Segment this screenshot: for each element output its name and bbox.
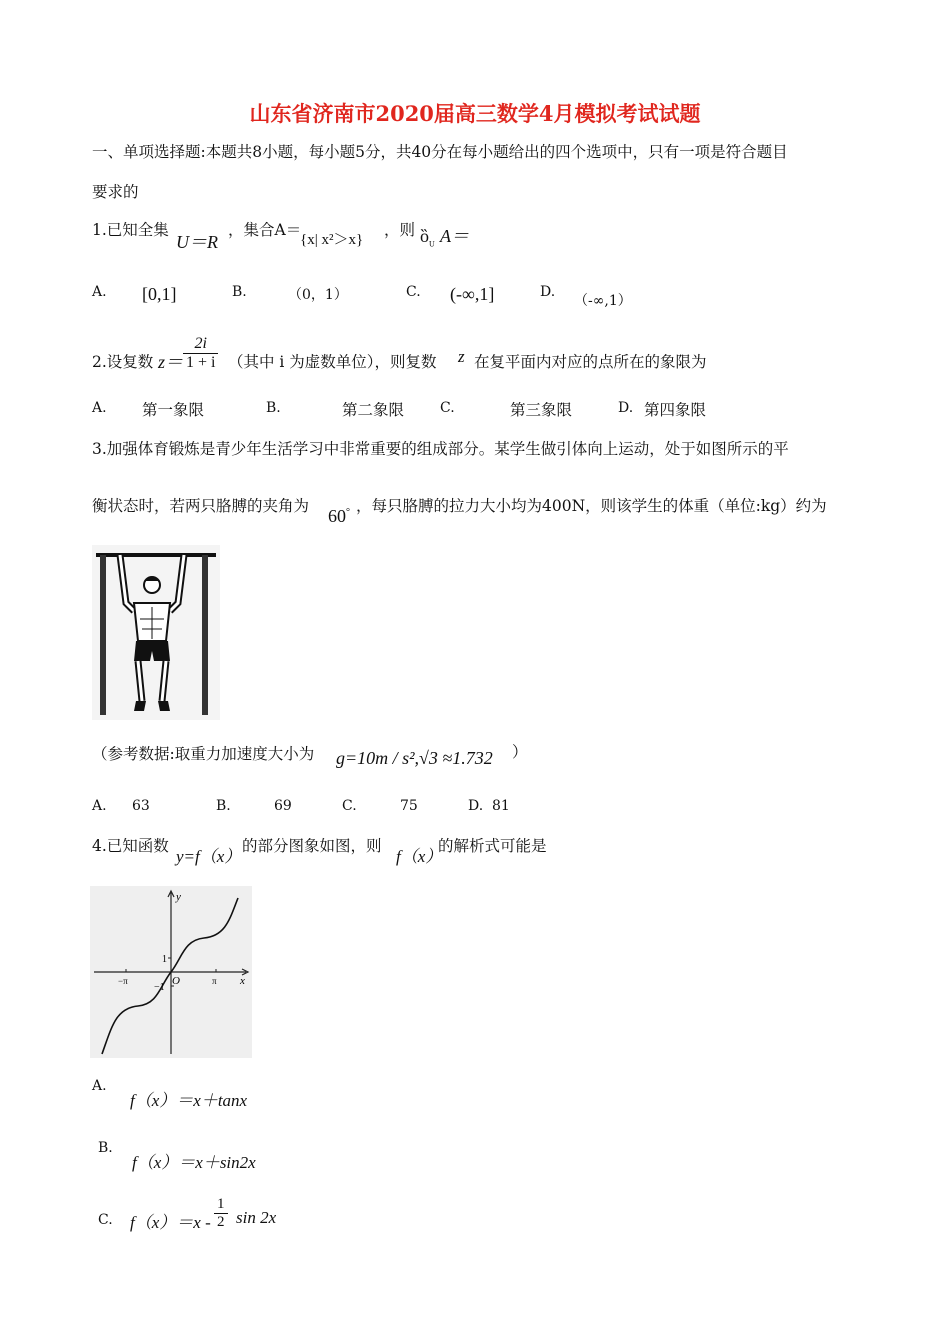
q3-option-b: 69	[274, 798, 292, 814]
graph-neg-one-label: −1	[154, 982, 165, 993]
q2-option-b-label: B.	[266, 400, 281, 416]
function-graph	[90, 886, 252, 1058]
q2-z2: z	[458, 347, 465, 366]
q4-option-b-label: B.	[98, 1140, 113, 1156]
q1-option-d-label: D.	[540, 284, 556, 300]
q1-prefix: 1.已知全集	[92, 221, 169, 239]
q2-option-c: 第三象限	[510, 401, 573, 419]
q4-func: y=f（x）	[176, 847, 242, 866]
q1-complement-symbol: $ȍ_U$	[420, 226, 435, 249]
q2-option-a-label: A.	[92, 400, 107, 416]
q2-suffix: （其中 i 为虚数单位），则复数	[228, 353, 437, 371]
q4-option-c-rhs: sin 2x	[236, 1208, 277, 1227]
q3-line2a: 衡状态时，若两只胳膊的夹角为	[92, 497, 310, 515]
q2-fraction: $\frac{2i}{1 + i}$	[183, 335, 218, 372]
q4-option-a-label: A.	[92, 1078, 107, 1094]
q4-mid: 的部分图象如图，则	[242, 837, 382, 855]
q3-option-a-label: A.	[92, 798, 107, 814]
q2-prefix: 2.设复数	[92, 353, 154, 371]
q1-set: {x| x²＞x}	[300, 232, 364, 248]
q2-option-d-label: D.	[618, 400, 634, 416]
section-heading: 一、单项选择题:本题共8小题，每小题5分，共40分在每小题给出的四个选项中，只有一项是符合题目	[92, 143, 788, 161]
q1-suffix: ，则	[384, 221, 416, 239]
pull-up-figure	[92, 545, 220, 720]
q2-suffix2: 在复平面内对应的点所在的象限为	[474, 353, 707, 371]
q4-prefix: 4.已知函数	[92, 837, 169, 855]
q3-angle: 60°	[328, 506, 350, 526]
q3-line2b: ，每只胳膊的拉力大小均为400N，则该学生的体重（单位:kg）约为	[356, 497, 827, 515]
graph-x-label: x	[240, 975, 245, 987]
q1-universe: U＝R	[176, 232, 218, 252]
q1-option-c: (-∞,1]	[450, 284, 495, 304]
graph-y-label: y	[176, 891, 181, 903]
graph-pi-label: π	[212, 976, 217, 986]
page-title: 山东省济南市2020届高三数学4月模拟考试试题	[249, 101, 701, 126]
q4-option-c-label: C.	[98, 1212, 113, 1228]
q4-func2: f（x）	[396, 847, 443, 866]
q4-option-a: f（x）＝x＋tanx	[130, 1091, 248, 1110]
q3-option-b-label: B.	[216, 798, 231, 814]
q1-option-b-label: B.	[232, 284, 247, 300]
q3-option-d-label: D.	[468, 798, 484, 814]
q1-option-a: [0,1]	[142, 284, 177, 304]
q3-option-c-label: C.	[342, 798, 357, 814]
section-heading-cont: 要求的	[92, 183, 139, 201]
q3-ref-prefix: （参考数据:取重力加速度大小为	[92, 745, 315, 763]
graph-one-label: 1	[162, 954, 167, 965]
q4-option-b: f（x）＝x＋sin2x	[132, 1153, 256, 1172]
graph-neg-pi-label: −π	[118, 976, 128, 986]
q3-line1: 3.加强体育锻炼是青少年生活学习中非常重要的组成部分。某学生做引体向上运动，处于如图所示的平	[92, 440, 789, 458]
q4-option-c-fraction: $\frac{1}{2}$	[214, 1196, 228, 1231]
q1-option-d: （-∞,1）	[574, 293, 632, 309]
q4-option-c-lhs: f（x）＝x -	[130, 1213, 211, 1232]
q3-ref-suffix: ）	[512, 743, 528, 761]
q2-z: z＝	[158, 352, 184, 372]
q3-option-a: 63	[132, 798, 150, 814]
q1-option-c-label: C.	[406, 284, 421, 300]
q1-mid: ，集合A＝	[228, 221, 302, 239]
q2-option-d: 第四象限	[644, 401, 707, 419]
graph-origin-label: O	[172, 975, 180, 987]
q2-option-c-label: C.	[440, 400, 455, 416]
q1-complement-tail: A＝	[440, 226, 469, 246]
q3-ref-math: g=10m / s²,√3 ≈1.732	[336, 748, 493, 768]
q1-option-a-label: A.	[92, 284, 107, 300]
q2-option-b: 第二象限	[342, 401, 405, 419]
q3-option-c: 75	[400, 798, 418, 814]
q1-option-b: （0，1）	[288, 287, 348, 303]
q2-option-a: 第一象限	[142, 401, 205, 419]
q3-option-d: 81	[492, 798, 510, 814]
q4-suffix: 的解析式可能是	[438, 837, 547, 855]
